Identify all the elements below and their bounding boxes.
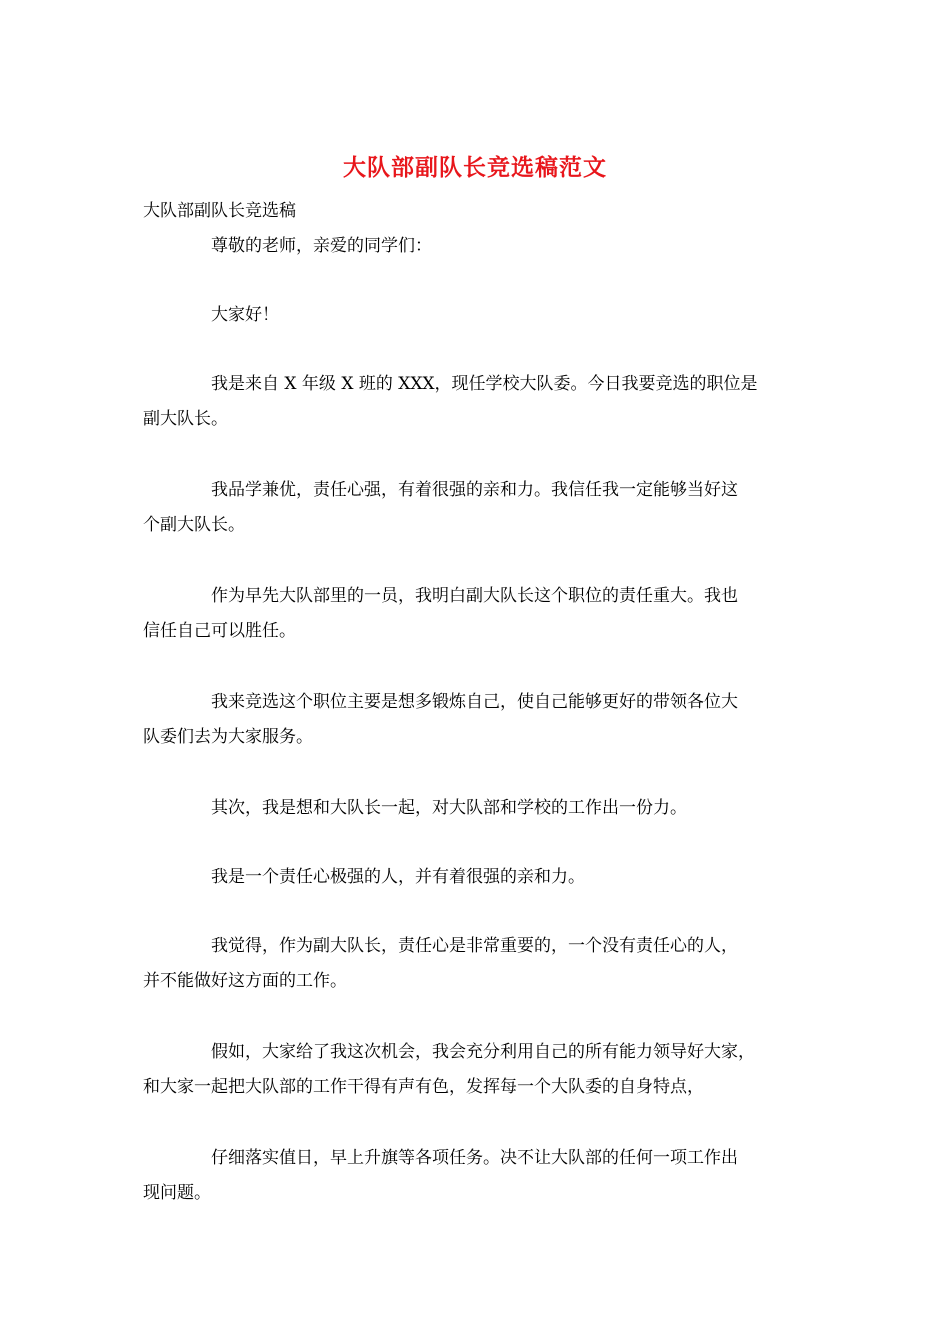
paragraph-line: 大家好！	[211, 305, 279, 325]
paragraph-line: 我觉得，作为副大队长，责任心是非常重要的，一个没有责任心的人，	[211, 936, 738, 956]
paragraph-responsibility	[143, 579, 813, 649]
paragraph-line: 仔细落实值日，早上升旗等各项任务。决不让大队部的任何一项工作出	[211, 1148, 738, 1168]
paragraph-line: 我来竞选这个职位主要是想多锻炼自己，使自己能够更好的带领各位大	[211, 692, 738, 712]
paragraph-line: 信任自己可以胜任。	[143, 621, 296, 641]
document-subtitle: 大队部副队长竞选稿	[143, 201, 296, 221]
paragraph-line: 我是来自 X 年级 X 班的 XXX，现任学校大队委。今日我要竞选的职位是	[211, 374, 758, 394]
paragraph-line: 队委们去为大家服务。	[143, 727, 313, 747]
paragraph-opinion	[143, 929, 813, 999]
paragraph-line: 个副大队长。	[143, 515, 245, 535]
paragraph-hello	[143, 298, 813, 333]
paragraph-line: 并不能做好这方面的工作。	[143, 971, 347, 991]
paragraph-line: 现问题。	[143, 1183, 211, 1203]
paragraph-line: 和大家一起把大队部的工作干得有声有色，发挥每一个大队委的自身特点，	[143, 1077, 704, 1097]
paragraph-secondly	[143, 791, 813, 826]
paragraph-line: 尊敬的老师，亲爱的同学们：	[211, 236, 432, 256]
paragraph-duties	[143, 1141, 813, 1211]
paragraph-character	[143, 860, 813, 895]
document-title: 大队部副队长竞选稿范文	[343, 154, 607, 181]
paragraph-line: 作为早先大队部里的一员，我明白副大队长这个职位的责任重大。我也	[211, 586, 738, 606]
paragraph-line: 我品学兼优，责任心强，有着很强的亲和力。我信任我一定能够当好这	[211, 480, 738, 500]
paragraph-greeting	[143, 229, 813, 264]
paragraph-line: 副大队长。	[143, 409, 228, 429]
paragraph-intro	[143, 367, 813, 437]
paragraph-qualities	[143, 473, 813, 543]
paragraph-promise	[143, 1035, 813, 1105]
paragraph-line: 其次，我是想和大队长一起，对大队部和学校的工作出一份力。	[211, 798, 687, 818]
paragraph-line: 假如，大家给了我这次机会，我会充分利用自己的所有能力领导好大家，	[211, 1042, 755, 1062]
paragraph-motivation	[143, 685, 813, 755]
paragraph-line: 我是一个责任心极强的人，并有着很强的亲和力。	[211, 867, 585, 887]
